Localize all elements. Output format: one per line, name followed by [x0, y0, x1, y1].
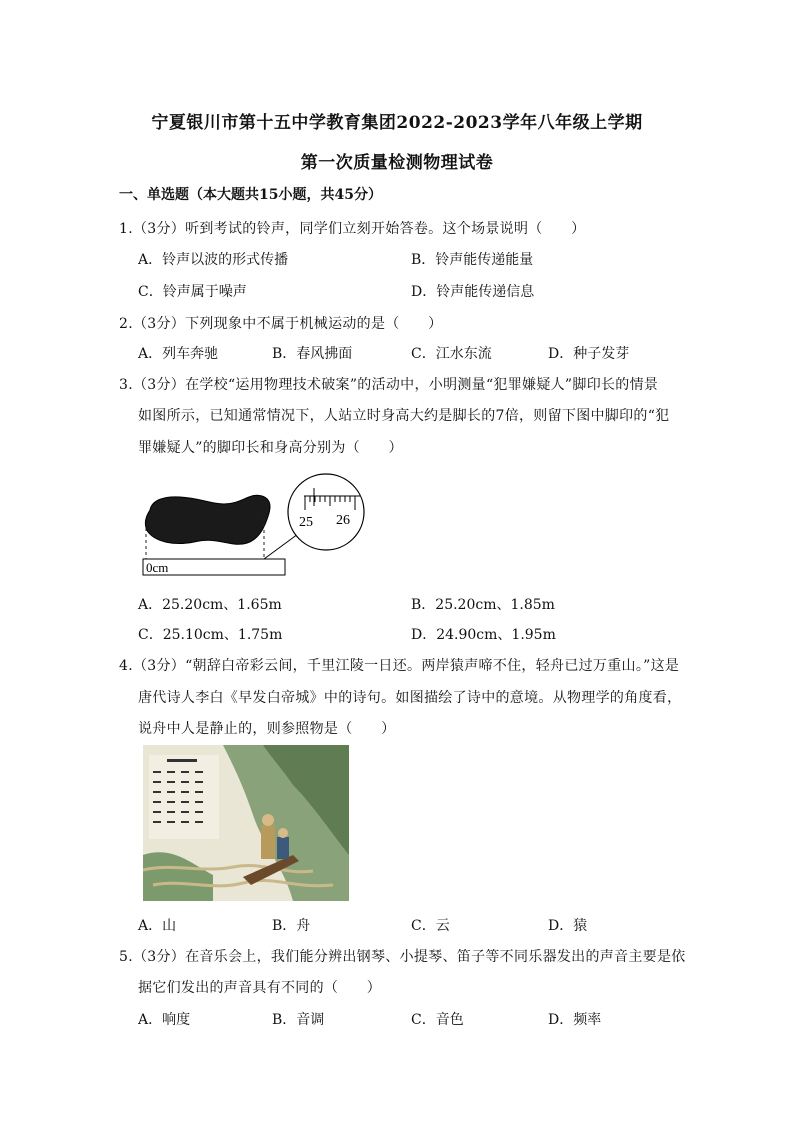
poem-illustration-drawing: [143, 745, 349, 901]
question-3-stem-line-3: 罪嫌疑人”的脚印长和身高分别为（ ）: [138, 440, 403, 456]
question-2-stem: 2.（3分）下列现象中不属于机械运动的是（ ）: [119, 316, 443, 332]
question-5-stem-line-2: 据它们发出的声音具有不同的（ ）: [138, 980, 382, 996]
question-1-option-c: C．铃声属于噪声: [138, 284, 247, 300]
question-5-option-b: B．音调: [272, 1012, 325, 1028]
question-2-option-a: A．列车奔驰: [138, 346, 219, 362]
question-2-option-b: B．春风拂面: [272, 346, 353, 362]
question-1-option-a: A．铃声以波的形式传播: [138, 252, 289, 268]
question-4-option-d: D．猿: [548, 918, 588, 934]
question-3-option-a: A．25.20cm、1.65m: [138, 597, 282, 613]
section-heading: 一、单选题（本大题共15小题，共45分）: [119, 187, 382, 203]
question-3-stem-line-2: 如图所示，已知通常情况下，人站立时身高大约是脚长的7倍，则留下图中脚印的“犯: [138, 408, 670, 424]
question-5-option-d: D．频率: [548, 1012, 602, 1028]
question-5-option-a: A．响度: [138, 1012, 191, 1028]
question-4-stem-line-1: 4.（3分）“朝辞白帝彩云间，千里江陵一日还。两岸猿声啼不住，轻舟已过万重山。”这是: [119, 658, 680, 674]
question-5-stem-line-1: 5.（3分）在音乐会上，我们能分辨出钢琴、小提琴、笛子等不同乐器发出的声音主要是依: [119, 949, 686, 965]
exam-title-line-1: 宁夏银川市第十五中学教育集团2022-2023学年八年级上学期: [151, 113, 643, 133]
question-3-stem-line-1: 3.（3分）在学校“运用物理技术破案”的活动中，小明测量“犯罪嫌疑人”脚印长的情景: [119, 377, 659, 393]
question-2-option-c: C．江水东流: [411, 346, 492, 362]
question-3-option-c: C．25.10cm、1.75m: [138, 627, 283, 643]
question-4-option-a: A．山: [138, 918, 177, 934]
question-4-option-b: B．舟: [272, 918, 311, 934]
question-3-option-d: D．24.90cm、1.95m: [411, 627, 556, 643]
question-1-option-b: B．铃声能传递能量: [411, 252, 534, 268]
exam-title-line-2: 第一次质量检测物理试卷: [300, 153, 494, 173]
question-1-stem: 1.（3分）听到考试的铃声，同学们立刻开始答卷。这个场景说明（ ）: [119, 221, 586, 237]
question-4-stem-line-3: 说舟中人是静止的，则参照物是（ ）: [138, 721, 396, 737]
question-4-option-c: C．云: [411, 918, 450, 934]
passenger-figure: [277, 837, 289, 859]
footprint-figure: [138, 466, 378, 584]
ruler-label: 0cm: [146, 560, 169, 575]
ruler-tick-25: 25: [299, 515, 313, 530]
ruler-tick-26: 26: [336, 513, 350, 528]
poem-illustration: [143, 745, 349, 901]
footprint-figure-drawing: [138, 466, 378, 584]
question-5-option-c: C．音色: [411, 1012, 464, 1028]
boatman-figure: [261, 825, 275, 859]
magnifier-circle: [288, 474, 364, 550]
footprint-shape: [145, 495, 270, 544]
question-3-option-b: B．25.20cm、1.85m: [411, 597, 555, 613]
question-1-option-d: D．铃声能传递信息: [411, 284, 535, 300]
question-2-option-d: D．种子发芽: [548, 346, 630, 362]
question-4-stem-line-2: 唐代诗人李白《早发白帝城》中的诗句。如图描绘了诗中的意境。从物理学的角度看，: [138, 690, 682, 706]
